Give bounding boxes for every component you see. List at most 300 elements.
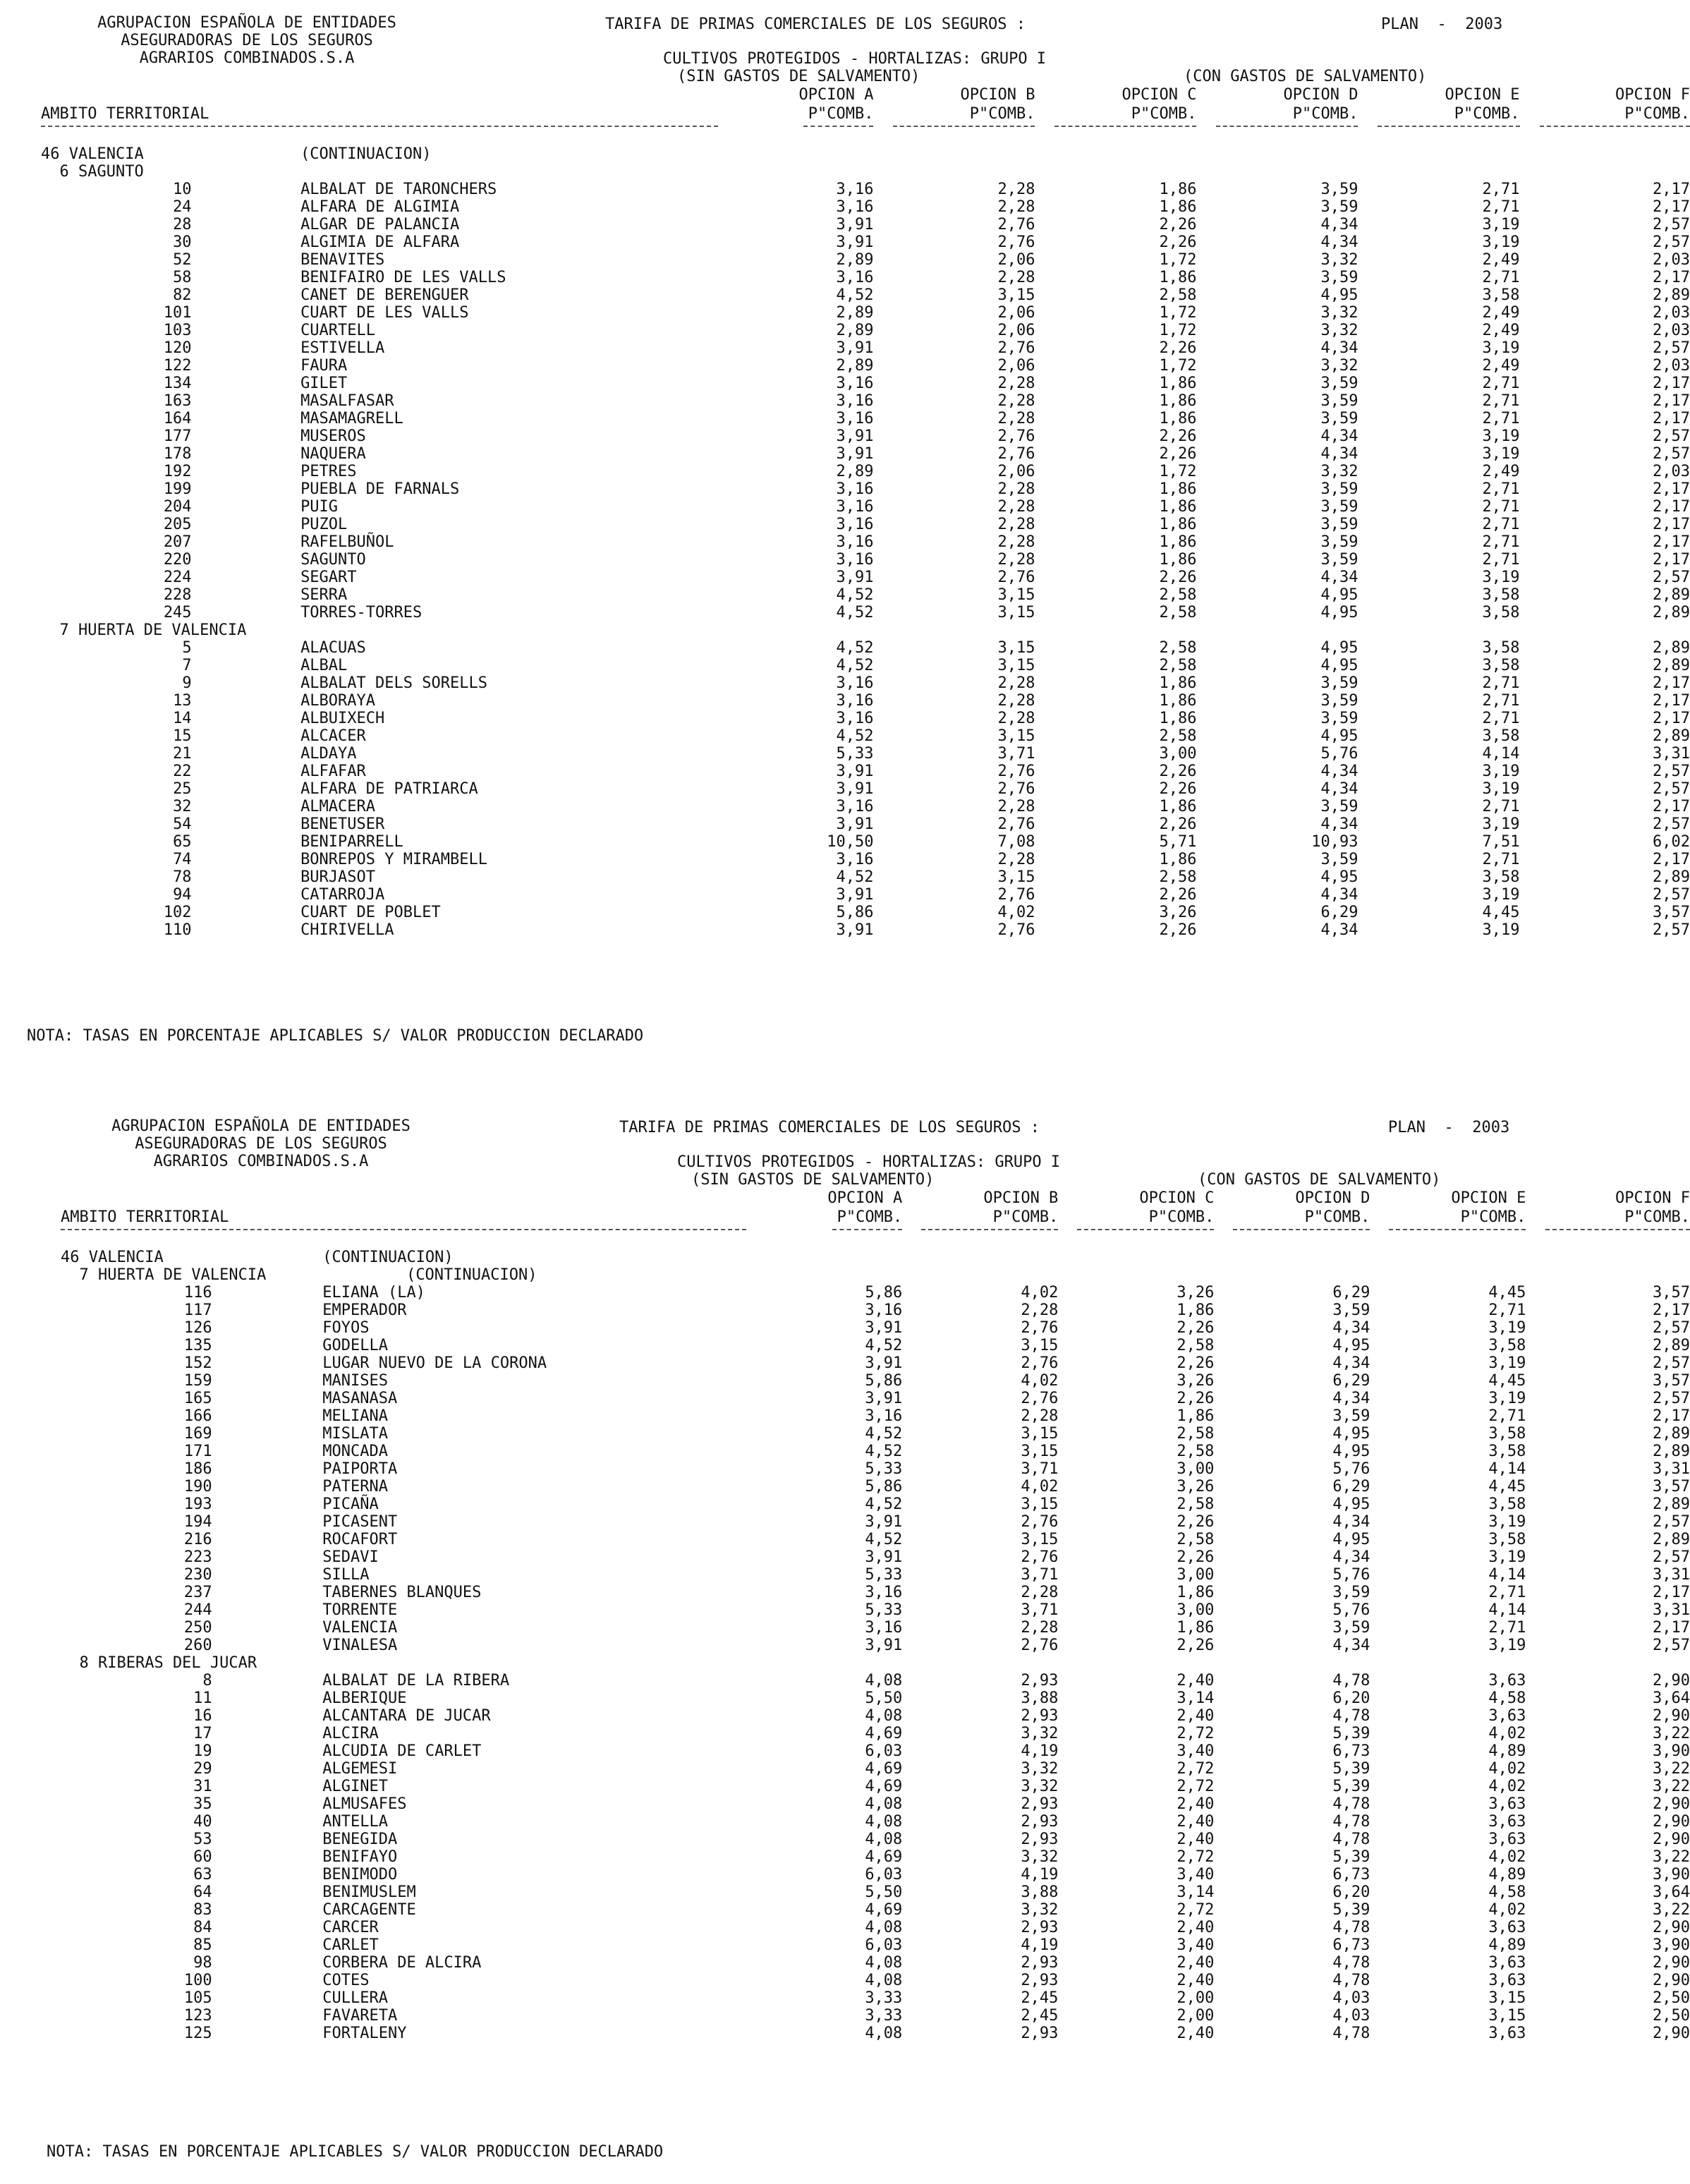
premium-rate: 3,26 <box>1159 904 1197 921</box>
table-row <box>41 445 1690 463</box>
premium-rate: 3,16 <box>836 551 874 569</box>
premium-rate: 3,19 <box>1482 427 1520 445</box>
municipality-name: CARCER <box>322 1919 379 1936</box>
premium-rate: 4,52 <box>836 286 874 304</box>
premium-rate: 2,17 <box>1653 480 1690 498</box>
premium-rate: 4,34 <box>1320 216 1358 233</box>
table-row <box>61 1496 1690 1513</box>
premium-rate: 2,72 <box>1177 1778 1215 1795</box>
municipality-code: 15 <box>173 727 192 745</box>
ambito-header: AMBITO TERRITORIAL <box>61 1208 229 1226</box>
premium-rate: 3,63 <box>1488 1795 1526 1813</box>
premium-rate: 4,34 <box>1320 569 1358 586</box>
premium-rate: 2,71 <box>1482 710 1520 727</box>
municipality-code: 101 <box>163 304 192 322</box>
premium-rate: 3,91 <box>836 445 874 463</box>
premium-rate: 2,90 <box>1653 1954 1690 1972</box>
premium-rate: 2,45 <box>1021 1989 1059 2007</box>
premium-rate: 2,26 <box>1159 445 1197 463</box>
municipality-name: ALMACERA <box>300 798 376 815</box>
premium-rate: 3,58 <box>1482 586 1520 604</box>
premium-rate: 2,03 <box>1653 357 1690 375</box>
municipality-name: ALGEMESI <box>322 1760 398 1778</box>
municipality-name: ALBALAT DE TARONCHERS <box>300 181 497 198</box>
premium-rate: 3,63 <box>1488 1831 1526 1848</box>
premium-rate: 3,19 <box>1482 921 1520 939</box>
premium-rate: 2,40 <box>1177 1831 1215 1848</box>
premium-rate: 2,17 <box>1653 375 1690 392</box>
table-row <box>41 586 1690 604</box>
premium-rate: 2,17 <box>1653 269 1690 286</box>
table-row <box>41 233 1690 251</box>
premium-rate: 2,57 <box>1653 427 1690 445</box>
premium-rate: 3,16 <box>836 710 874 727</box>
premium-rate: 3,59 <box>1320 410 1358 427</box>
premium-rate: 2,76 <box>1021 1354 1059 1372</box>
premium-rate: 3,59 <box>1320 480 1358 498</box>
municipality-code: 244 <box>183 1601 212 1619</box>
municipality-code: 177 <box>163 427 192 445</box>
premium-rate: 2,71 <box>1482 392 1520 410</box>
municipality-name: ALFARA DE PATRIARCA <box>300 780 478 798</box>
premium-rate: 2,03 <box>1653 322 1690 339</box>
premium-rate: 3,59 <box>1320 181 1358 198</box>
comarca-name: 8 RIBERAS DEL JUCAR <box>61 1654 257 1672</box>
municipality-name: MISLATA <box>322 1425 388 1443</box>
premium-rate: 3,71 <box>997 745 1035 763</box>
premium-rate: 3,58 <box>1482 868 1520 886</box>
premium-rate: 4,02 <box>1488 1725 1526 1742</box>
crop-group: CULTIVOS PROTEGIDOS - HORTALIZAS: GRUPO I <box>663 50 1047 68</box>
premium-rate: 4,34 <box>1320 886 1358 904</box>
municipality-name: PUIG <box>300 498 339 516</box>
premium-rate: 2,40 <box>1177 1672 1215 1689</box>
municipality-name: MASAMAGRELL <box>300 410 403 427</box>
premium-rate: 3,26 <box>1177 1372 1215 1390</box>
premium-rate: 2,06 <box>997 463 1035 480</box>
premium-rate: 2,40 <box>1177 1813 1215 1831</box>
municipality-code: 105 <box>183 1989 212 2007</box>
header-rule <box>1520 124 1690 134</box>
municipality-code: 10 <box>173 181 192 198</box>
municipality-code: 64 <box>193 1883 212 1901</box>
municipality-code: 32 <box>173 798 192 815</box>
premium-rate: 3,16 <box>836 375 874 392</box>
municipality-code: 216 <box>183 1531 212 1548</box>
table-row <box>61 1319 1690 1337</box>
municipality-name: PICAÑA <box>322 1496 379 1513</box>
province-note: (CONTINUACION) <box>300 145 432 163</box>
premium-rate: 2,28 <box>997 551 1035 569</box>
premium-rate: 2,72 <box>1177 1901 1215 1919</box>
municipality-code: 29 <box>193 1760 212 1778</box>
premium-rate: 2,45 <box>1021 2007 1059 2025</box>
premium-rate: 2,28 <box>997 674 1035 692</box>
premium-rate: 3,16 <box>836 181 874 198</box>
municipality-code: 190 <box>183 1478 212 1496</box>
table-row <box>41 886 1690 904</box>
premium-rate: 4,34 <box>1332 1513 1370 1531</box>
municipality-name: CULLERA <box>322 1989 388 2007</box>
premium-rate: 3,00 <box>1177 1601 1215 1619</box>
premium-rate: 2,89 <box>1653 868 1690 886</box>
premium-rate: 4,45 <box>1482 904 1520 921</box>
premium-rate: 2,76 <box>1021 1548 1059 1566</box>
premium-rate: 2,28 <box>997 198 1035 216</box>
table-row <box>41 498 1690 516</box>
premium-rate: 4,34 <box>1320 445 1358 463</box>
premium-rate: 2,93 <box>1021 1954 1059 1972</box>
premium-rate: 3,91 <box>836 233 874 251</box>
premium-rate: 2,57 <box>1653 1319 1690 1337</box>
premium-rate: 3,91 <box>836 339 874 357</box>
municipality-code: 199 <box>163 480 192 498</box>
table-row <box>41 639 1690 657</box>
premium-rate: 3,91 <box>836 569 874 586</box>
municipality-code: 52 <box>173 251 192 269</box>
municipality-code: 7 <box>182 657 192 674</box>
premium-rate: 3,19 <box>1488 1548 1526 1566</box>
municipality-name: TORRENTE <box>322 1601 398 1619</box>
premium-rate: 6,29 <box>1332 1478 1370 1496</box>
premium-rate: 2,76 <box>997 780 1035 798</box>
premium-rate: 6,29 <box>1320 904 1358 921</box>
premium-rate: 3,59 <box>1332 1407 1370 1425</box>
premium-rate: 2,89 <box>1653 639 1690 657</box>
premium-rate: 2,71 <box>1482 375 1520 392</box>
premium-rate: 2,89 <box>1653 286 1690 304</box>
premium-rate: 2,49 <box>1482 322 1520 339</box>
premium-rate: 4,03 <box>1332 1989 1370 2007</box>
municipality-code: 28 <box>173 216 192 233</box>
premium-rate: 3,15 <box>1021 1496 1059 1513</box>
premium-rate: 3,32 <box>1021 1725 1059 1742</box>
premium-rate: 3,15 <box>1021 1531 1059 1548</box>
municipality-code: 220 <box>163 551 192 569</box>
table-row <box>61 1866 1690 1883</box>
premium-rate: 5,86 <box>865 1478 903 1496</box>
premium-rate: 3,16 <box>836 533 874 551</box>
premium-rate: 2,49 <box>1482 304 1520 322</box>
premium-rate: 4,58 <box>1488 1883 1526 1901</box>
premium-rate: 4,95 <box>1320 604 1358 621</box>
municipality-name: ALCACER <box>300 727 366 745</box>
header-rule <box>822 1227 902 1237</box>
premium-rate: 2,57 <box>1653 216 1690 233</box>
premium-rate: 2,57 <box>1653 233 1690 251</box>
municipality-code: 65 <box>173 833 192 851</box>
premium-rate: 2,89 <box>836 463 874 480</box>
municipality-code: 204 <box>163 498 192 516</box>
municipality-code: 100 <box>183 1972 212 1989</box>
premium-rate: 4,02 <box>997 904 1035 921</box>
premium-rate: 3,16 <box>836 498 874 516</box>
premium-rate: 2,89 <box>836 357 874 375</box>
premium-rate: 2,76 <box>997 815 1035 833</box>
premium-rate: 3,19 <box>1482 815 1520 833</box>
municipality-code: 54 <box>173 815 192 833</box>
premium-rate: 2,93 <box>1021 1672 1059 1689</box>
province-name: 46 VALENCIA <box>61 1249 164 1266</box>
municipality-code: 13 <box>173 692 192 710</box>
municipality-name: ALBORAYA <box>300 692 376 710</box>
premium-rate: 3,15 <box>997 286 1035 304</box>
premium-rate: 4,95 <box>1320 286 1358 304</box>
premium-rate: 3,63 <box>1488 1954 1526 1972</box>
premium-rate: 3,22 <box>1653 1848 1690 1866</box>
table-row <box>61 1672 1690 1689</box>
table-row <box>41 604 1690 621</box>
municipality-name: FORTALENY <box>322 2025 407 2042</box>
premium-rate: 2,28 <box>997 498 1035 516</box>
municipality-name: ALBALAT DELS SORELLS <box>300 674 487 692</box>
premium-rate: 1,86 <box>1177 1407 1215 1425</box>
with-salvage-heading: (CON GASTOS DE SALVAMENTO) <box>1184 68 1427 85</box>
municipality-name: CARCAGENTE <box>322 1901 416 1919</box>
pcomb-header: P"COMB. <box>1148 1208 1215 1226</box>
premium-rate: 2,93 <box>1021 2025 1059 2042</box>
premium-rate: 4,95 <box>1320 586 1358 604</box>
table-row <box>61 1548 1690 1566</box>
table-row <box>61 1407 1690 1425</box>
municipality-code: 19 <box>193 1742 212 1760</box>
premium-rate: 3,59 <box>1320 498 1358 516</box>
premium-rate: 1,72 <box>1159 304 1197 322</box>
premium-rate: 2,17 <box>1653 533 1690 551</box>
premium-rate: 3,63 <box>1488 1813 1526 1831</box>
premium-rate: 2,17 <box>1653 498 1690 516</box>
province-note: (CONTINUACION) <box>322 1249 454 1266</box>
premium-rate: 5,39 <box>1332 1760 1370 1778</box>
premium-rate: 4,34 <box>1320 339 1358 357</box>
premium-rate: 2,76 <box>997 216 1035 233</box>
premium-rate: 1,86 <box>1159 516 1197 533</box>
comarca-row <box>61 1266 1690 1284</box>
premium-rate: 2,71 <box>1482 516 1520 533</box>
premium-rate: 3,19 <box>1488 1319 1526 1337</box>
table-row <box>41 533 1690 551</box>
municipality-name: CHIRIVELLA <box>300 921 394 939</box>
table-row <box>41 921 1690 939</box>
premium-rate: 3,22 <box>1653 1760 1690 1778</box>
premium-rate: 4,34 <box>1332 1319 1370 1337</box>
premium-rate: 4,52 <box>865 1496 903 1513</box>
header-rule <box>1214 1227 1370 1237</box>
premium-rate: 2,06 <box>997 322 1035 339</box>
municipality-name: PATERNA <box>322 1478 388 1496</box>
premium-rate: 4,14 <box>1488 1566 1526 1584</box>
premium-rate: 4,78 <box>1332 1672 1370 1689</box>
table-row <box>41 463 1690 480</box>
premium-rate: 2,93 <box>1021 1707 1059 1725</box>
header-rule <box>794 124 873 134</box>
premium-rate: 3,31 <box>1653 1566 1690 1584</box>
premium-rate: 3,63 <box>1488 1919 1526 1936</box>
premium-rate: 5,39 <box>1332 1848 1370 1866</box>
premium-rate: 2,28 <box>1021 1407 1059 1425</box>
municipality-code: 134 <box>163 375 192 392</box>
premium-rate: 2,17 <box>1653 851 1690 868</box>
premium-rate: 3,15 <box>1021 1425 1059 1443</box>
province-name: 46 VALENCIA <box>41 145 144 163</box>
premium-rate: 2,28 <box>997 410 1035 427</box>
option-header: OPCION A <box>798 86 874 104</box>
option-header: OPCION B <box>983 1189 1059 1207</box>
premium-rate: 2,40 <box>1177 1795 1215 1813</box>
premium-rate: 2,71 <box>1488 1407 1526 1425</box>
premium-rate: 3,19 <box>1482 445 1520 463</box>
premium-rate: 3,63 <box>1488 2025 1526 2042</box>
table-row <box>41 569 1690 586</box>
premium-rate: 6,73 <box>1332 1742 1370 1760</box>
option-header: OPCION A <box>827 1189 903 1207</box>
pcomb-header: P"COMB. <box>969 105 1035 123</box>
premium-rate: 3,16 <box>865 1619 903 1637</box>
table-row <box>61 1778 1690 1795</box>
municipality-code: 163 <box>163 392 192 410</box>
premium-rate: 4,19 <box>1021 1866 1059 1883</box>
premium-rate: 3,88 <box>1021 1883 1059 1901</box>
premium-rate: 1,72 <box>1159 463 1197 480</box>
premium-rate: 2,89 <box>1653 604 1690 621</box>
table-row <box>41 392 1690 410</box>
premium-rate: 4,78 <box>1332 1954 1370 1972</box>
premium-rate: 4,52 <box>836 868 874 886</box>
municipality-code: 85 <box>193 1936 212 1954</box>
column-header-row <box>61 1208 1690 1227</box>
premium-rate: 2,00 <box>1177 1989 1215 2007</box>
premium-rate: 2,71 <box>1488 1619 1526 1637</box>
municipality-name: BENIFAYO <box>322 1848 398 1866</box>
table-row <box>61 1795 1690 1813</box>
premium-rate: 2,93 <box>1021 1919 1059 1936</box>
premium-rate: 4,34 <box>1332 1390 1370 1407</box>
premium-rate: 2,26 <box>1159 427 1197 445</box>
premium-rate: 3,22 <box>1653 1901 1690 1919</box>
table-row <box>61 1883 1690 1901</box>
premium-rate: 4,34 <box>1332 1548 1370 1566</box>
premium-rate: 3,26 <box>1177 1478 1215 1496</box>
municipality-name: VINALESA <box>322 1637 398 1654</box>
premium-rate: 2,17 <box>1653 798 1690 815</box>
premium-rate: 3,22 <box>1653 1725 1690 1742</box>
premium-rate: 3,16 <box>865 1302 903 1319</box>
premium-rate: 4,19 <box>1021 1742 1059 1760</box>
table-row <box>61 1513 1690 1531</box>
premium-rate: 2,03 <box>1653 304 1690 322</box>
table-row <box>61 1742 1690 1760</box>
premium-rate: 2,40 <box>1177 1919 1215 1936</box>
premium-rate: 4,58 <box>1488 1689 1526 1707</box>
premium-rate: 2,58 <box>1159 639 1197 657</box>
table-row <box>61 1601 1690 1619</box>
premium-rate: 2,58 <box>1177 1531 1215 1548</box>
premium-rate: 3,59 <box>1320 516 1358 533</box>
premium-rate: 1,72 <box>1159 357 1197 375</box>
crop-group: CULTIVOS PROTEGIDOS - HORTALIZAS: GRUPO I <box>677 1153 1061 1171</box>
municipality-code: 53 <box>193 1831 212 1848</box>
premium-rate: 3,58 <box>1482 604 1520 621</box>
table-row <box>61 1443 1690 1460</box>
premium-rate: 2,89 <box>1653 1443 1690 1460</box>
header-rule <box>873 124 1035 134</box>
premium-rate: 7,51 <box>1482 833 1520 851</box>
municipality-name: ALCUDIA DE CARLET <box>322 1742 482 1760</box>
premium-rate: 5,76 <box>1332 1601 1370 1619</box>
municipality-name: EMPERADOR <box>322 1302 407 1319</box>
premium-rate: 3,59 <box>1320 375 1358 392</box>
premium-rate: 2,90 <box>1653 1707 1690 1725</box>
premium-rate: 2,76 <box>1021 1319 1059 1337</box>
premium-rate: 4,52 <box>836 657 874 674</box>
premium-rate: 3,64 <box>1653 1883 1690 1901</box>
municipality-name: ALBUIXECH <box>300 710 385 727</box>
premium-rate: 2,76 <box>997 569 1035 586</box>
municipality-code: 9 <box>182 674 192 692</box>
municipality-name: CORBERA DE ALCIRA <box>322 1954 482 1972</box>
premium-rate: 3,00 <box>1177 1460 1215 1478</box>
premium-rate: 6,03 <box>865 1742 903 1760</box>
premium-rate: 3,16 <box>865 1584 903 1601</box>
premium-rate: 2,50 <box>1653 1989 1690 2007</box>
premium-rate: 2,26 <box>1159 763 1197 780</box>
municipality-name: LUGAR NUEVO DE LA CORONA <box>322 1354 547 1372</box>
table-row <box>41 904 1690 921</box>
municipality-code: 260 <box>183 1637 212 1654</box>
premium-rate: 2,17 <box>1653 392 1690 410</box>
table-row <box>61 1989 1690 2007</box>
premium-rate: 3,91 <box>865 1513 903 1531</box>
municipality-code: 169 <box>183 1425 212 1443</box>
premium-rate: 3,71 <box>1021 1566 1059 1584</box>
premium-rate: 4,95 <box>1320 727 1358 745</box>
premium-rate: 3,59 <box>1320 551 1358 569</box>
premium-rate: 2,76 <box>997 886 1035 904</box>
premium-rate: 4,34 <box>1320 763 1358 780</box>
pcomb-header: P"COMB. <box>1454 105 1520 123</box>
pcomb-header: P"COMB. <box>837 1208 903 1226</box>
municipality-code: 5 <box>182 639 192 657</box>
premium-rate: 2,26 <box>1177 1637 1215 1654</box>
premium-rate: 6,03 <box>865 1936 903 1954</box>
pcomb-header: P"COMB. <box>1624 1208 1690 1226</box>
premium-rate: 1,86 <box>1177 1619 1215 1637</box>
table-row <box>61 1354 1690 1372</box>
premium-rate: 5,33 <box>865 1566 903 1584</box>
premium-rate: 4,14 <box>1488 1601 1526 1619</box>
premium-rate: 2,72 <box>1177 1725 1215 1742</box>
table-row <box>41 251 1690 269</box>
municipality-name: MASALFASAR <box>300 392 394 410</box>
premium-rate: 2,17 <box>1653 1407 1690 1425</box>
premium-rate: 4,08 <box>865 1813 903 1831</box>
premium-rate: 2,26 <box>1159 886 1197 904</box>
premium-rate: 2,57 <box>1653 780 1690 798</box>
municipality-code: 58 <box>173 269 192 286</box>
premium-rate: 3,19 <box>1482 233 1520 251</box>
municipality-name: TABERNES BLANQUES <box>322 1584 482 1601</box>
premium-rate: 3,16 <box>836 198 874 216</box>
table-row <box>61 1972 1690 1989</box>
premium-rate: 4,78 <box>1332 1831 1370 1848</box>
table-row <box>61 1848 1690 1866</box>
premium-rate: 2,71 <box>1482 198 1520 216</box>
premium-rate: 1,86 <box>1159 533 1197 551</box>
premium-rate: 3,64 <box>1653 1689 1690 1707</box>
premium-rate: 6,03 <box>865 1866 903 1883</box>
municipality-code: 159 <box>183 1372 212 1390</box>
premium-rate: 4,52 <box>836 586 874 604</box>
